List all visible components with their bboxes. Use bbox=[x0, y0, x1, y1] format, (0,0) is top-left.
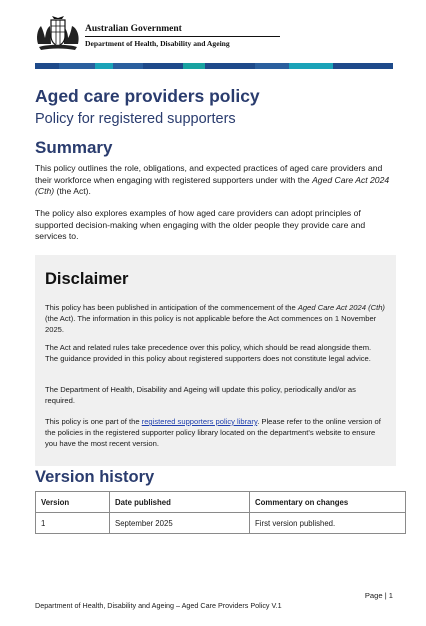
page-header bbox=[35, 13, 395, 53]
page-number: Page | 1 bbox=[364, 591, 393, 600]
government-name: Australian Government bbox=[85, 24, 182, 34]
coat-of-arms-logo bbox=[35, 14, 81, 52]
document-subtitle: Policy for registered supporters bbox=[35, 111, 236, 127]
stripe-segment bbox=[183, 63, 205, 69]
version-history-table bbox=[35, 491, 406, 534]
disclaimer-paragraph-1: This policy has been published in anticipation of the commencement of the Aged Care Act 2024 (Cth) (the Act). The information in this policy is not applicable before the Act commences on 1 November 2025. bbox=[45, 303, 385, 334]
table-header-row bbox=[36, 492, 406, 513]
column-header-version: Version bbox=[36, 492, 110, 513]
stripe-segment bbox=[289, 63, 333, 69]
disclaimer-paragraph-4: This policy is one part of the registered supporters policy library. Please refer to the online version of the policies in the registered supporter policy library located on the department's website to ensure you have the most recent version. bbox=[45, 417, 381, 448]
table-row bbox=[36, 513, 406, 534]
stripe-segment bbox=[35, 63, 59, 69]
disclaimer-paragraph-2: The Act and related rules take precedence over this policy, which should be read alongside them. The guidance provided in this policy about registered supporters does not constitute legal advice. bbox=[45, 343, 372, 363]
stripe-segment bbox=[255, 63, 289, 69]
cell-commentary: First version published. bbox=[250, 513, 406, 534]
summary-heading: Summary bbox=[35, 138, 113, 157]
document-title: Aged care providers policy bbox=[35, 86, 260, 106]
cell-version: 1 bbox=[36, 513, 110, 534]
stripe-segment bbox=[205, 63, 255, 69]
disclaimer-heading: Disclaimer bbox=[45, 270, 129, 288]
column-header-date: Date published bbox=[110, 492, 250, 513]
summary-paragraph-1: This policy outlines the role, obligations, and expected practices of aged care providers and their workforce when engaging with registered supporters under with the Aged Care Act 2024 (Cth) (the Act). bbox=[35, 163, 390, 197]
stripe-segment bbox=[95, 63, 113, 69]
policy-library-link[interactable]: registered supporters policy library bbox=[141, 417, 258, 426]
stripe-segment bbox=[333, 63, 393, 69]
cell-date: September 2025 bbox=[110, 513, 250, 534]
stripe-segment bbox=[59, 63, 95, 69]
department-name: Department of Health, Disability and Ageing bbox=[85, 36, 280, 49]
version-history-heading: Version history bbox=[35, 468, 155, 486]
decorative-color-stripe bbox=[35, 63, 393, 69]
summary-paragraph-2: The policy also explores examples of how aged care providers can adopt principles of supported decision-making when engaging with the older people they provide care and services to. bbox=[35, 208, 366, 242]
government-branding bbox=[85, 24, 280, 49]
disclaimer-paragraph-3: The Department of Health, Disability and Ageing will update this policy, periodically and/or as required. bbox=[45, 385, 356, 405]
stripe-segment bbox=[143, 63, 183, 69]
disclaimer-box bbox=[35, 255, 396, 466]
page-footer: Department of Health, Disability and Ageing – Aged Care Providers Policy V.1 bbox=[35, 601, 282, 610]
stripe-segment bbox=[113, 63, 143, 69]
column-header-commentary: Commentary on changes bbox=[250, 492, 406, 513]
